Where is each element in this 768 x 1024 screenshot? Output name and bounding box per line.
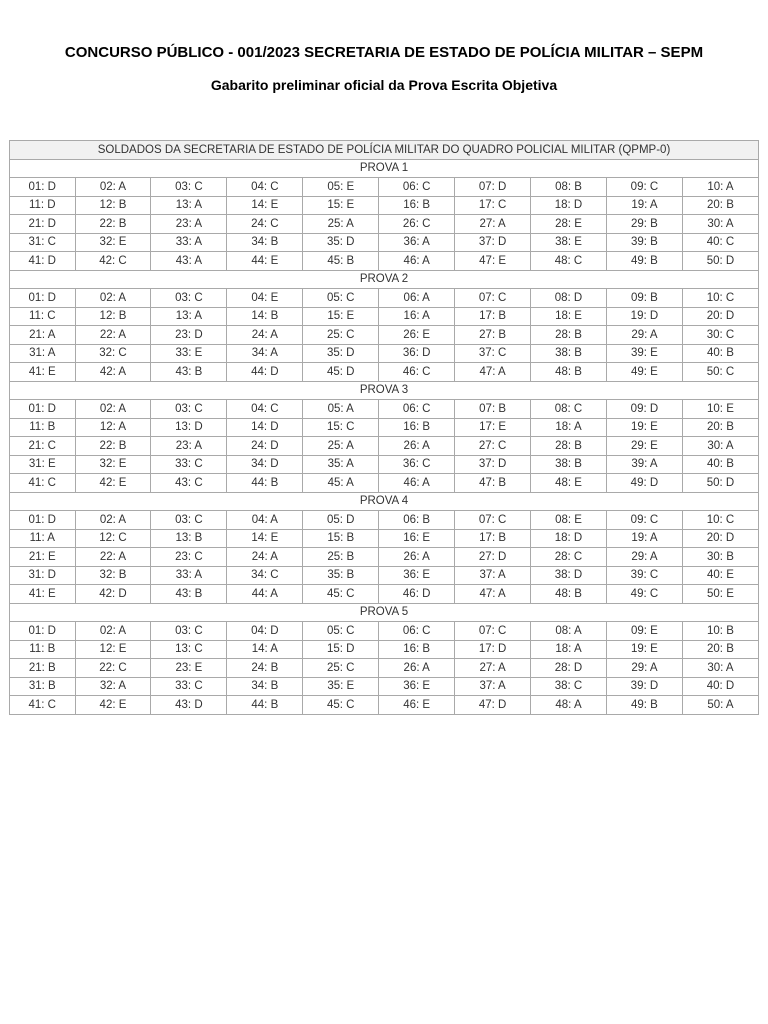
answer-cell: 37: D [455,455,531,474]
answer-cell: 26: A [379,437,455,456]
answer-cell: 14: E [227,196,303,215]
answer-cell: 43: D [151,696,227,715]
answer-cell: 10: C [682,511,758,530]
answer-cell: 18: A [531,640,607,659]
answer-cell: 24: A [227,326,303,345]
answer-cell: 42: A [75,363,151,382]
answer-cell: 20: D [682,307,758,326]
prova-header-row [10,492,759,511]
answer-cell: 32: C [75,344,151,363]
prova-header-row [10,381,759,400]
answer-cell: 06: C [379,622,455,641]
answer-cell: 21: A [10,326,76,345]
answer-cell: 10: C [682,289,758,308]
answer-cell: 49: C [606,585,682,604]
prova-header-row [10,270,759,289]
answer-cell: 09: D [606,400,682,419]
answer-cell: 41: E [10,585,76,604]
answer-cell: 07: D [455,178,531,197]
answer-cell: 32: E [75,455,151,474]
answer-cell: 33: C [151,677,227,696]
answer-cell: 36: E [379,677,455,696]
answer-cell: 06: A [379,289,455,308]
answer-cell: 29: A [606,548,682,567]
answer-cell: 15: C [303,418,379,437]
answer-cell: 08: C [531,400,607,419]
answer-cell: 50: D [682,252,758,271]
answer-cell: 38: E [531,233,607,252]
answer-cell: 12: B [75,307,151,326]
answer-cell: 03: C [151,622,227,641]
answer-cell: 27: B [455,326,531,345]
table-row [10,344,759,363]
answer-cell: 11: B [10,640,76,659]
answer-cell: 05: A [303,400,379,419]
answer-cell: 22: B [75,437,151,456]
answer-cell: 08: A [531,622,607,641]
answer-cell: 14: A [227,640,303,659]
answer-cell: 08: D [531,289,607,308]
answer-cell: 25: C [303,326,379,345]
answer-cell: 37: C [455,344,531,363]
answer-cell: 09: E [606,622,682,641]
answer-cell: 10: B [682,622,758,641]
answer-cell: 02: A [75,511,151,530]
answer-cell: 09: C [606,178,682,197]
table-row [10,178,759,197]
answer-cell: 46: A [379,252,455,271]
answer-cell: 04: E [227,289,303,308]
prova-label: PROVA 5 [10,603,759,622]
answer-cell: 33: A [151,566,227,585]
answer-cell: 21: B [10,659,76,678]
answer-cell: 04: D [227,622,303,641]
answer-cell: 21: E [10,548,76,567]
answer-cell: 14: D [227,418,303,437]
answer-cell: 43: C [151,474,227,493]
answer-cell: 04: C [227,400,303,419]
table-row [10,548,759,567]
answer-cell: 40: C [682,233,758,252]
answer-cell: 29: E [606,437,682,456]
answer-cell: 30: A [682,659,758,678]
answer-cell: 23: D [151,326,227,345]
answer-cell: 05: D [303,511,379,530]
answer-cell: 47: D [455,696,531,715]
answer-cell: 36: C [379,455,455,474]
answer-cell: 42: E [75,474,151,493]
answer-cell: 02: A [75,289,151,308]
answer-cell: 31: D [10,566,76,585]
answer-cell: 25: A [303,215,379,234]
answer-cell: 18: A [531,418,607,437]
table-heading: SOLDADOS DA SECRETARIA DE ESTADO DE POLÍCIA MILITAR DO QUADRO POLICIAL MILITAR (QPMP-0) [10,141,759,160]
answer-cell: 03: C [151,400,227,419]
answer-cell: 16: E [379,529,455,548]
answer-cell: 06: B [379,511,455,530]
answer-cell: 34: C [227,566,303,585]
answer-cell: 16: A [379,307,455,326]
document-title: CONCURSO PÚBLICO - 001/2023 SECRETARIA DE ESTADO DE POLÍCIA MILITAR – SEPM [64,44,704,61]
answer-cell: 48: E [531,474,607,493]
answer-cell: 26: A [379,548,455,567]
answer-cell: 47: E [455,252,531,271]
answer-cell: 12: A [75,418,151,437]
answer-cell: 12: E [75,640,151,659]
answer-cell: 23: C [151,548,227,567]
answer-cell: 47: B [455,474,531,493]
answer-cell: 34: B [227,677,303,696]
answer-cell: 24: D [227,437,303,456]
answer-cell: 33: C [151,455,227,474]
prova-label: PROVA 1 [10,159,759,178]
answer-cell: 31: A [10,344,76,363]
answer-cell: 19: D [606,307,682,326]
answer-cell: 26: C [379,215,455,234]
answer-cell: 29: B [606,215,682,234]
answer-cell: 17: B [455,307,531,326]
answer-cell: 30: C [682,326,758,345]
answer-cell: 35: B [303,566,379,585]
answer-cell: 34: A [227,344,303,363]
table-row [10,233,759,252]
answer-cell: 43: B [151,585,227,604]
answer-cell: 19: E [606,418,682,437]
answer-cell: 34: D [227,455,303,474]
table-row [10,659,759,678]
table-row [10,196,759,215]
answer-cell: 46: C [379,363,455,382]
answer-cell: 37: D [455,233,531,252]
table-row [10,455,759,474]
answer-cell: 06: C [379,400,455,419]
answer-cell: 23: A [151,215,227,234]
answer-cell: 33: E [151,344,227,363]
table-row [10,400,759,419]
answer-cell: 16: B [379,418,455,437]
answer-cell: 19: A [606,196,682,215]
table-row [10,640,759,659]
answer-cell: 07: C [455,622,531,641]
answer-cell: 27: A [455,659,531,678]
answer-cell: 26: A [379,659,455,678]
answer-cell: 13: B [151,529,227,548]
answer-cell: 29: A [606,326,682,345]
answer-cell: 42: E [75,696,151,715]
answer-cell: 44: B [227,696,303,715]
table-row [10,566,759,585]
answer-cell: 40: E [682,566,758,585]
answer-cell: 18: D [531,529,607,548]
answer-cell: 47: A [455,363,531,382]
answer-cell: 20: B [682,640,758,659]
answer-cell: 01: D [10,178,76,197]
answer-cell: 27: C [455,437,531,456]
answer-cell: 22: A [75,326,151,345]
answer-cell: 43: B [151,363,227,382]
answer-cell: 44: B [227,474,303,493]
answer-cell: 36: D [379,344,455,363]
answer-cell: 13: A [151,196,227,215]
answer-cell: 49: D [606,474,682,493]
answer-cell: 03: C [151,511,227,530]
answer-cell: 01: D [10,511,76,530]
prova-header-row [10,603,759,622]
answer-cell: 39: C [606,566,682,585]
answer-cell: 49: B [606,696,682,715]
answer-cell: 25: A [303,437,379,456]
answer-cell: 26: E [379,326,455,345]
table-row [10,585,759,604]
answer-cell: 41: D [10,252,76,271]
answer-cell: 50: C [682,363,758,382]
answer-cell: 20: D [682,529,758,548]
answer-cell: 48: A [531,696,607,715]
answer-cell: 14: B [227,307,303,326]
answer-cell: 20: B [682,418,758,437]
answer-cell: 28: B [531,437,607,456]
answer-cell: 40: B [682,344,758,363]
answer-cell: 22: A [75,548,151,567]
answer-cell: 04: C [227,178,303,197]
answer-cell: 07: C [455,289,531,308]
answer-cell: 15: D [303,640,379,659]
prova-label: PROVA 2 [10,270,759,289]
answer-cell: 30: B [682,548,758,567]
answer-key-table [9,140,759,715]
answer-cell: 29: A [606,659,682,678]
answer-cell: 10: A [682,178,758,197]
document-subtitle: Gabarito preliminar oficial da Prova Escrita Objetiva [210,77,558,93]
answer-cell: 41: C [10,474,76,493]
answer-cell: 36: A [379,233,455,252]
answer-cell: 46: E [379,696,455,715]
table-row [10,511,759,530]
answer-cell: 37: A [455,677,531,696]
answer-cell: 11: A [10,529,76,548]
answer-cell: 30: A [682,437,758,456]
table-heading-row [10,141,759,160]
prova-label: PROVA 4 [10,492,759,511]
answer-cell: 31: B [10,677,76,696]
answer-cell: 08: B [531,178,607,197]
answer-cell: 31: E [10,455,76,474]
answer-cell: 25: B [303,548,379,567]
answer-cell: 19: A [606,529,682,548]
answer-cell: 35: E [303,677,379,696]
answer-cell: 23: A [151,437,227,456]
answer-cell: 17: B [455,529,531,548]
table-row [10,307,759,326]
answer-cell: 03: C [151,178,227,197]
answer-cell: 28: E [531,215,607,234]
answer-cell: 38: B [531,344,607,363]
prova-label: PROVA 3 [10,381,759,400]
answer-cell: 31: C [10,233,76,252]
answer-cell: 45: B [303,252,379,271]
answer-cell: 07: B [455,400,531,419]
answer-cell: 11: C [10,307,76,326]
table-row [10,677,759,696]
answer-cell: 43: A [151,252,227,271]
answer-cell: 22: B [75,215,151,234]
answer-cell: 49: E [606,363,682,382]
answer-cell: 02: A [75,178,151,197]
answer-cell: 15: B [303,529,379,548]
answer-cell: 12: C [75,529,151,548]
answer-cell: 34: B [227,233,303,252]
answer-cell: 03: C [151,289,227,308]
answer-cell: 02: A [75,622,151,641]
answer-cell: 48: C [531,252,607,271]
answer-cell: 16: B [379,640,455,659]
table-row [10,696,759,715]
answer-cell: 50: A [682,696,758,715]
answer-cell: 24: B [227,659,303,678]
answer-cell: 39: A [606,455,682,474]
answer-cell: 18: E [531,307,607,326]
answer-cell: 32: B [75,566,151,585]
answer-cell: 45: D [303,363,379,382]
answer-cell: 44: D [227,363,303,382]
answer-cell: 32: A [75,677,151,696]
answer-cell: 07: C [455,511,531,530]
answer-cell: 13: C [151,640,227,659]
table-row [10,474,759,493]
answer-cell: 17: E [455,418,531,437]
answer-cell: 17: D [455,640,531,659]
answer-cell: 01: D [10,289,76,308]
answer-cell: 42: D [75,585,151,604]
answer-cell: 10: E [682,400,758,419]
answer-cell: 45: A [303,474,379,493]
answer-cell: 47: A [455,585,531,604]
table-row [10,622,759,641]
answer-cell: 09: B [606,289,682,308]
answer-cell: 37: A [455,566,531,585]
answer-cell: 27: D [455,548,531,567]
answer-cell: 46: D [379,585,455,604]
answer-cell: 23: E [151,659,227,678]
answer-cell: 19: E [606,640,682,659]
answer-cell: 32: E [75,233,151,252]
answer-cell: 44: A [227,585,303,604]
table-row [10,326,759,345]
answer-cell: 33: A [151,233,227,252]
answer-cell: 35: D [303,344,379,363]
answer-cell: 48: B [531,585,607,604]
answer-cell: 01: D [10,622,76,641]
table-row [10,363,759,382]
answer-cell: 25: C [303,659,379,678]
answer-cell: 50: D [682,474,758,493]
answer-cell: 40: B [682,455,758,474]
answer-cell: 38: D [531,566,607,585]
answer-cell: 39: E [606,344,682,363]
answer-cell: 24: A [227,548,303,567]
answer-cell: 30: A [682,215,758,234]
answer-cell: 35: D [303,233,379,252]
table-row [10,289,759,308]
answer-cell: 08: E [531,511,607,530]
answer-cell: 27: A [455,215,531,234]
answer-cell: 28: C [531,548,607,567]
table-row [10,437,759,456]
answer-cell: 35: A [303,455,379,474]
answer-cell: 16: B [379,196,455,215]
answer-cell: 04: A [227,511,303,530]
answer-cell: 39: B [606,233,682,252]
answer-cell: 01: D [10,400,76,419]
answer-cell: 06: C [379,178,455,197]
answer-cell: 05: C [303,622,379,641]
answer-cell: 09: C [606,511,682,530]
answer-cell: 05: C [303,289,379,308]
answer-cell: 02: A [75,400,151,419]
answer-cell: 46: A [379,474,455,493]
answer-cell: 21: D [10,215,76,234]
answer-cell: 28: B [531,326,607,345]
answer-cell: 11: B [10,418,76,437]
answer-cell: 13: D [151,418,227,437]
answer-cell: 42: C [75,252,151,271]
table-row [10,215,759,234]
answer-cell: 15: E [303,307,379,326]
answer-cell: 50: E [682,585,758,604]
answer-cell: 18: D [531,196,607,215]
answer-cell: 28: D [531,659,607,678]
answer-cell: 15: E [303,196,379,215]
answer-cell: 44: E [227,252,303,271]
prova-header-row [10,159,759,178]
answer-cell: 36: E [379,566,455,585]
answer-cell: 17: C [455,196,531,215]
answer-cell: 39: D [606,677,682,696]
answer-cell: 48: B [531,363,607,382]
answer-cell: 24: C [227,215,303,234]
answer-cell: 11: D [10,196,76,215]
answer-cell: 14: E [227,529,303,548]
table-row [10,418,759,437]
answer-cell: 12: B [75,196,151,215]
answer-cell: 41: C [10,696,76,715]
answer-cell: 45: C [303,585,379,604]
table-row [10,252,759,271]
answer-cell: 22: C [75,659,151,678]
answer-cell: 45: C [303,696,379,715]
answer-cell: 49: B [606,252,682,271]
answer-cell: 40: D [682,677,758,696]
table-row [10,529,759,548]
answer-cell: 38: C [531,677,607,696]
answer-cell: 21: C [10,437,76,456]
answer-cell: 20: B [682,196,758,215]
answer-cell: 41: E [10,363,76,382]
answer-cell: 38: B [531,455,607,474]
answer-cell: 13: A [151,307,227,326]
answer-cell: 05: E [303,178,379,197]
